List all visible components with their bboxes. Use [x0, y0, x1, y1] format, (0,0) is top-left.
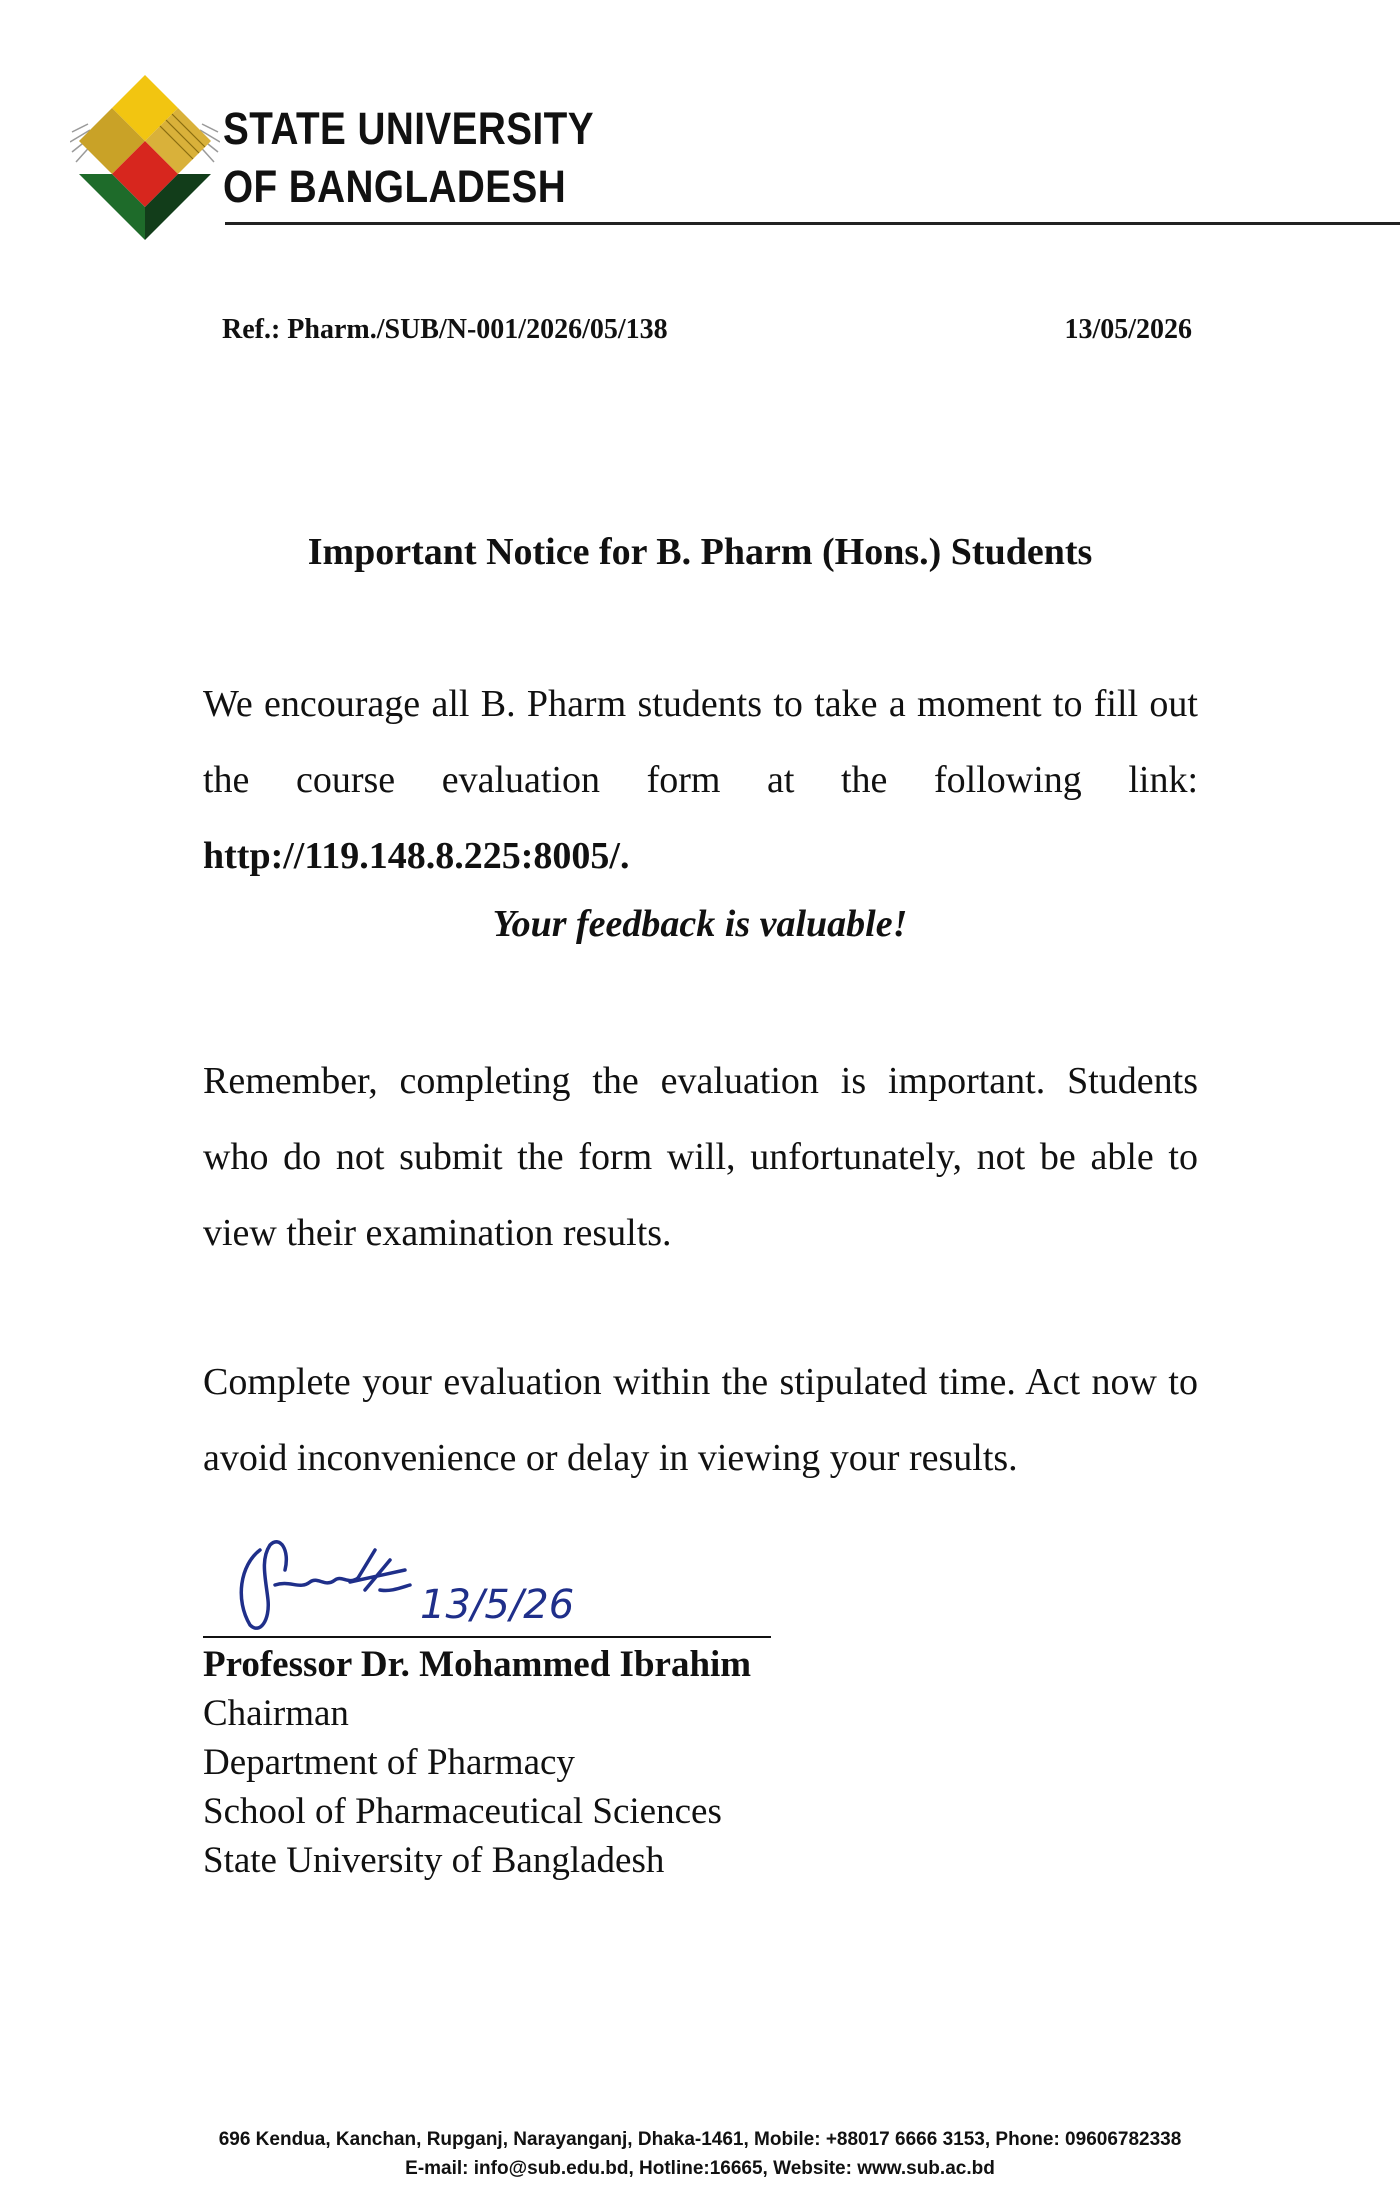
evaluation-link[interactable]: http://119.148.8.225:8005/. [203, 835, 630, 877]
signatory-department: Department of Pharmacy [203, 1742, 575, 1783]
signatory-school: School of Pharmaceutical Sciences [203, 1791, 722, 1832]
university-logo-icon [70, 70, 220, 240]
signatory-title: Chairman [203, 1693, 349, 1734]
notice-date: 13/05/2026 [1064, 314, 1192, 345]
signature-line [203, 1636, 771, 1638]
signatory-name: Professor Dr. Mohammed Ibrahim [203, 1644, 752, 1685]
university-name-line2: OF BANGLADESH [223, 161, 567, 212]
university-name [223, 100, 594, 216]
footer-contact-info: E-mail: info@sub.edu.bd, Hotline:16665, Website: www.sub.ac.bd [405, 2158, 995, 2179]
paragraph-evaluation-text: We encourage all B. Pharm students to take a moment to fill out the course evaluation form at the following link: [203, 683, 1198, 801]
signatory-university: State University of Bangladesh [203, 1840, 665, 1881]
footer-contact [0, 2125, 1400, 2183]
letterhead [70, 70, 1400, 240]
paragraph-evaluation [203, 666, 1198, 894]
reference-number: Ref.: Pharm./SUB/N-001/2026/05/138 [222, 314, 668, 345]
feedback-callout: Your feedback is valuable! [492, 903, 908, 945]
footer-address: 696 Kendua, Kanchan, Rupganj, Narayanganj, Dhaka-1461, Mobile: +88017 6666 3153, Phone: 09606782338 [218, 2129, 1182, 2150]
paragraph-reminder: Remember, completing the evaluation is important. Students who do not submit the form will, unfortunately, not be able to view their examination results. [203, 1060, 1198, 1254]
signature-date: 13/5/26 [420, 1582, 575, 1628]
header-divider [225, 222, 1400, 225]
reference-line [222, 314, 1192, 346]
signatory-block [203, 1640, 751, 1885]
notice-title: Important Notice for B. Pharm (Hons.) Students [307, 531, 1093, 573]
paragraph-deadline: Complete your evaluation within the stipulated time. Act now to avoid inconvenience or delay in viewing your results. [203, 1361, 1198, 1479]
handwritten-signature [230, 1530, 610, 1640]
university-name-line1: STATE UNIVERSITY [223, 103, 594, 154]
